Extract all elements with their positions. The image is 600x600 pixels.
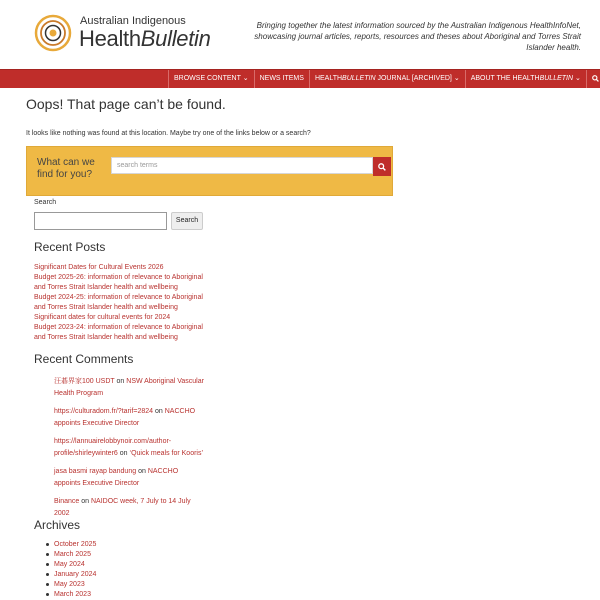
comment-item: Binance on NAIDOC week, 7 July to 14 July 2002 xyxy=(54,498,191,517)
archive-item xyxy=(54,550,204,560)
archive-item xyxy=(54,590,204,600)
nav-browse-content[interactable]: BROWSE CONTENT ⌄ xyxy=(168,70,254,88)
recent-posts-title: Recent Posts xyxy=(34,240,106,254)
comment-author-link[interactable]: 汪碁界家100 USDT xyxy=(54,378,115,385)
chevron-down-icon: ⌄ xyxy=(453,75,460,82)
nav-news-items[interactable]: NEWS ITEMS xyxy=(254,70,309,88)
nav-search-button[interactable] xyxy=(586,70,600,88)
archive-item xyxy=(54,560,204,570)
recent-post-link[interactable]: Budget 2024-25: information of relevance to Aboriginal and Torres Strait Islander health and wellbeing xyxy=(34,294,203,311)
archive-link[interactable]: May 2024 xyxy=(54,561,85,568)
comment-post-link[interactable]: NSW Aboriginal Vascular Health Program xyxy=(54,378,204,397)
comment-item: https://lannuairelobbynoir.com/author-profile/shirleywinter6 on ‘Quick meals for Kooris’ xyxy=(54,438,204,457)
widget-search-button[interactable]: Search xyxy=(171,212,203,230)
site-tagline: Bringing together the latest information sourced by the Australian Indigenous HealthInfoNet, showcasing journal articles, reports, resources and theses about Aboriginal and Torres Strait Islander health. xyxy=(254,21,581,52)
logo-ring-icon xyxy=(34,14,72,52)
archive-link[interactable]: March 2023 xyxy=(54,591,91,598)
comment-author-link[interactable]: jasa basmi rayap bandung xyxy=(54,468,137,475)
widget-search-label: Search xyxy=(34,199,57,206)
archive-link[interactable]: March 2025 xyxy=(54,551,91,558)
comment-post-link[interactable]: ‘Quick meals for Kooris’ xyxy=(129,450,204,457)
archives-list xyxy=(54,540,204,600)
comment-item: 汪碁界家100 USDT on NSW Aboriginal Vascular Health Program xyxy=(54,378,204,397)
site-logo[interactable] xyxy=(34,13,209,53)
main-navbar xyxy=(0,69,600,88)
comment-post-link[interactable]: NACCHO appoints Executive Director xyxy=(54,468,179,487)
search-input[interactable]: search terms xyxy=(111,157,373,174)
recent-post-link[interactable]: Budget 2023-24: information of relevance to Aboriginal and Torres Strait Islander health and wellbeing xyxy=(34,324,203,341)
archive-item xyxy=(54,570,204,580)
chevron-down-icon: ⌄ xyxy=(575,75,581,82)
comment-author-link[interactable]: Binance xyxy=(54,498,80,505)
nav-about[interactable]: ABOUT THE HEALTHBULLETIN ⌄ xyxy=(465,70,586,88)
archives-title: Archives xyxy=(34,518,81,532)
page-title: Oops! That page can’t be found. xyxy=(26,96,226,112)
comment-post-link[interactable]: NACCHO appoints Executive Director xyxy=(54,408,196,427)
archive-link[interactable]: October 2025 xyxy=(54,541,97,548)
nav-journal[interactable]: HEALTHBULLETIN JOURNAL [ARCHIVED] ⌄ xyxy=(309,70,465,88)
comment-item: https://culturadom.fr/?tarif=2824 on NACCHO appoints Executive Director xyxy=(54,408,196,427)
chevron-down-icon: ⌄ xyxy=(242,75,249,82)
archive-item xyxy=(54,580,204,590)
archive-link[interactable]: January 2024 xyxy=(54,571,97,578)
not-found-message: It looks like nothing was found at this location. Maybe try one of the links below or a search? xyxy=(26,130,311,137)
logo-line1: Australian Indigenous xyxy=(80,15,186,27)
comment-item: jasa basmi rayap bandung on NACCHO appoints Executive Director xyxy=(54,468,179,487)
archive-link[interactable]: May 2023 xyxy=(54,581,85,588)
widget-search-input[interactable] xyxy=(34,212,167,230)
archive-item xyxy=(54,540,204,550)
recent-comments-title: Recent Comments xyxy=(34,352,134,366)
recent-post-link[interactable]: Significant dates for cultural events for 2024 xyxy=(34,314,171,321)
recent-comments-list xyxy=(54,376,204,526)
comment-author-link[interactable]: https://lannuairelobbynoir.com/author-profile/shirleywinter6 xyxy=(54,438,172,457)
recent-post-link[interactable]: Significant Dates for Cultural Events 2026 xyxy=(34,264,164,271)
search-panel xyxy=(26,146,393,196)
search-icon xyxy=(378,163,386,171)
comment-author-link[interactable]: https://culturadom.fr/?tarif=2824 xyxy=(54,408,154,415)
logo-title: HealthBulletin xyxy=(79,26,211,51)
search-icon xyxy=(592,75,599,82)
site-header xyxy=(0,0,600,70)
comment-post-link[interactable]: NAIDOC week, 7 July to 14 July 2002 xyxy=(54,498,191,517)
recent-posts-list xyxy=(34,263,209,343)
recent-post-link[interactable]: Budget 2025-26: information of relevance to Aboriginal and Torres Strait Islander health and wellbeing xyxy=(34,274,203,291)
search-panel-label: What can we find for you? xyxy=(37,157,95,180)
search-submit-button[interactable] xyxy=(373,157,391,176)
